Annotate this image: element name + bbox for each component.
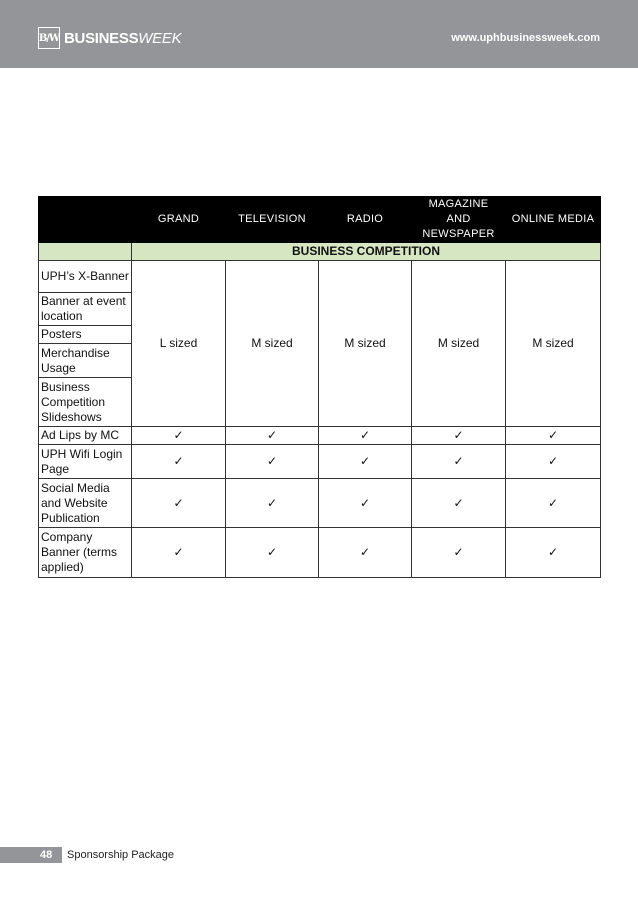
- table-row: [39, 427, 601, 445]
- check-icon: ✓: [226, 445, 319, 479]
- check-icon: ✓: [132, 528, 226, 578]
- column-header-online: ONLINE MEDIA: [506, 197, 601, 243]
- footer-page-tab: [0, 847, 62, 863]
- check-icon: ✓: [506, 528, 601, 578]
- header-empty-cell: [39, 197, 132, 243]
- row-label: Merchandise Usage: [39, 344, 132, 378]
- check-icon: ✓: [506, 479, 601, 528]
- table-header-row: [39, 197, 601, 243]
- row-label: Social Media and Website Publication: [39, 479, 132, 528]
- check-icon: ✓: [132, 445, 226, 479]
- value-cell: M sized: [319, 261, 412, 427]
- page-header: [0, 0, 638, 68]
- section-empty-cell: [39, 243, 132, 261]
- row-label: Posters: [39, 326, 132, 344]
- check-icon: ✓: [412, 528, 506, 578]
- check-icon: ✓: [412, 427, 506, 445]
- table-row: [39, 479, 601, 528]
- check-icon: ✓: [506, 445, 601, 479]
- row-label: Ad Lips by MC: [39, 427, 132, 445]
- check-icon: ✓: [319, 445, 412, 479]
- section-title: BUSINESS COMPETITION: [132, 243, 601, 261]
- check-icon: ✓: [319, 427, 412, 445]
- table-row: [39, 261, 601, 293]
- check-icon: ✓: [412, 445, 506, 479]
- table-row: [39, 528, 601, 578]
- check-icon: ✓: [226, 427, 319, 445]
- column-header-grand: GRAND: [132, 197, 226, 243]
- footer-label: Sponsorship Package: [67, 849, 175, 861]
- value-cell: M sized: [412, 261, 506, 427]
- check-icon: ✓: [132, 427, 226, 445]
- check-icon: ✓: [226, 479, 319, 528]
- header-url[interactable]: www.uphbusinessweek.com: [451, 32, 600, 44]
- businessweek-logo: [38, 27, 181, 49]
- row-label: Banner at event location: [39, 293, 132, 326]
- check-icon: ✓: [132, 479, 226, 528]
- value-cell: M sized: [506, 261, 601, 427]
- check-icon: ✓: [226, 528, 319, 578]
- logo-wordmark: [64, 30, 181, 47]
- column-header-magazine: MAGAZINE AND NEWSPAPER: [412, 197, 506, 243]
- value-cell: L sized: [132, 261, 226, 427]
- column-header-television: TELEVISION: [226, 197, 319, 243]
- table-row: [39, 445, 601, 479]
- row-label: Company Banner (terms applied): [39, 528, 132, 578]
- check-icon: ✓: [319, 479, 412, 528]
- logo-wordmark-bold: BUSINESS: [64, 29, 139, 47]
- check-icon: ✓: [412, 479, 506, 528]
- page-number: 48: [40, 849, 53, 861]
- sponsorship-table: [38, 196, 601, 578]
- check-icon: ✓: [319, 528, 412, 578]
- check-icon: ✓: [506, 427, 601, 445]
- column-header-radio: RADIO: [319, 197, 412, 243]
- row-label: UPH’s X-Banner: [39, 261, 132, 293]
- row-label: UPH Wifi Login Page: [39, 445, 132, 479]
- value-cell: M sized: [226, 261, 319, 427]
- logo-mark: B/W: [38, 27, 60, 49]
- section-row: [39, 243, 601, 261]
- logo-wordmark-italic: WEEK: [138, 29, 182, 47]
- row-label: Business Competition Slideshows: [39, 378, 132, 427]
